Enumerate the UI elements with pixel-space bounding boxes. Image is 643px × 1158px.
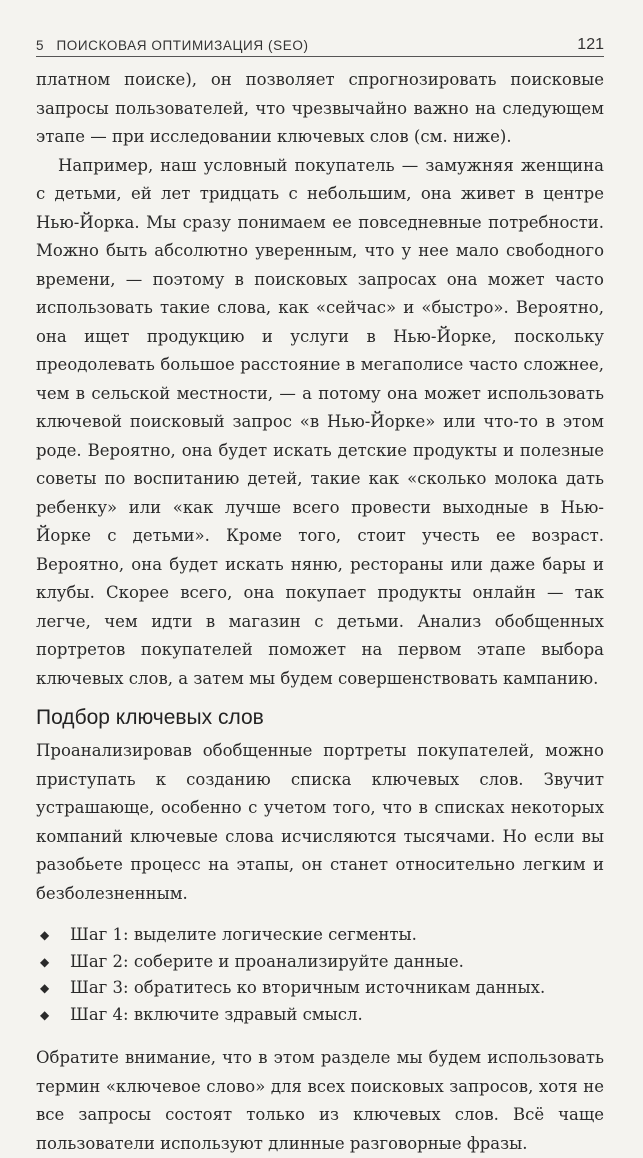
diamond-bullet-icon: ◆: [40, 954, 50, 969]
example-paragraph: Например, наш условный покупатель — замужняя женщина с детьми, ей лет тридцать с небольшим, она живет в центре Нью-Йорка. Мы сразу понимаем ее повседневные потребности. Можно быть абсолютно уверенным, что у нее мало свободного времени, — поэтому в поисковых запросах она может часто использовать такие слова, как «сейчас» и «быстро». Вероятно, она ищет продукцию и услуги в Нью-Йорке, поскольку преодолевать большое расстояние в мегаполисе часто сложнее, чем в сельской местности, — а потому она может использовать ключевой поисковый запрос «в Нью-Йорке» или что-то в этом роде. Вероятно, она будет искать детские продукты и полезные советы по воспитанию детей, такие как «сколько молока дать ребенку» или «как лучше всего провести выходные в Нью-Йорке с детьми». Кроме того, стоит учесть ее возраст. Вероятно, она будет искать няню, рестораны или даже бары и клубы. Скорее всего, она покупает продукты онлайн — так легче, чем идти в магазин с детьми. Анализ обобщенных портретов покупателей поможет на первом этапе выбора ключевых слов, а затем мы будем совершенствовать кампанию.: [36, 155, 604, 688]
steps-list: [36, 922, 604, 1028]
list-item: [36, 975, 604, 1002]
running-header: [36, 26, 604, 57]
step-text: Шаг 3: обратитесь ко вторичным источникам данных.: [70, 978, 546, 997]
chapter-title: ПОИСКОВАЯ ОПТИМИЗАЦИЯ (SEO): [56, 38, 309, 53]
chapter-label: [36, 38, 309, 53]
diamond-bullet-icon: ◆: [40, 981, 50, 995]
list-item: [36, 949, 604, 976]
continued-paragraph: платном поиске), он позволяет спрогнозировать поисковые запросы пользователей, что чрезвычайно важно на следующем этапе — при исследовании ключевых слов (см. ниже).: [36, 70, 604, 146]
section-intro-paragraph: Проанализировав обобщенные портреты покупателей, можно приступать к созданию списка ключевых слов. Звучит устрашающе, особенно с учетом того, что в списках некоторых компаний ключевые слова исчисляются тысячами. Но если вы разобьете процесс на этапы, он станет относительно легким и безболезненным.: [36, 741, 604, 903]
list-item: [36, 922, 604, 949]
page-body: [36, 66, 604, 1158]
chapter-number: 5: [36, 38, 45, 53]
section-heading: Подбор ключевых слов: [36, 706, 264, 729]
step-text: Шаг 2: соберите и проанализируйте данные.: [70, 951, 464, 971]
page-number: 121: [577, 36, 604, 53]
diamond-bullet-icon: ◆: [40, 1007, 50, 1022]
list-item: [36, 1002, 604, 1029]
step-text: Шаг 4: включите здравый смысл.: [70, 1004, 363, 1024]
step-text: Шаг 1: выделите логические сегменты.: [70, 925, 417, 944]
diamond-bullet-icon: ◆: [40, 928, 50, 942]
closing-paragraph: Обратите внимание, что в этом разделе мы будем использовать термин «ключевое слово» для всех поисковых запросов, хотя не все запросы состоят только из ключевых слов. Всё чаще пользователи используют длинные разговорные фразы.: [36, 1048, 604, 1153]
